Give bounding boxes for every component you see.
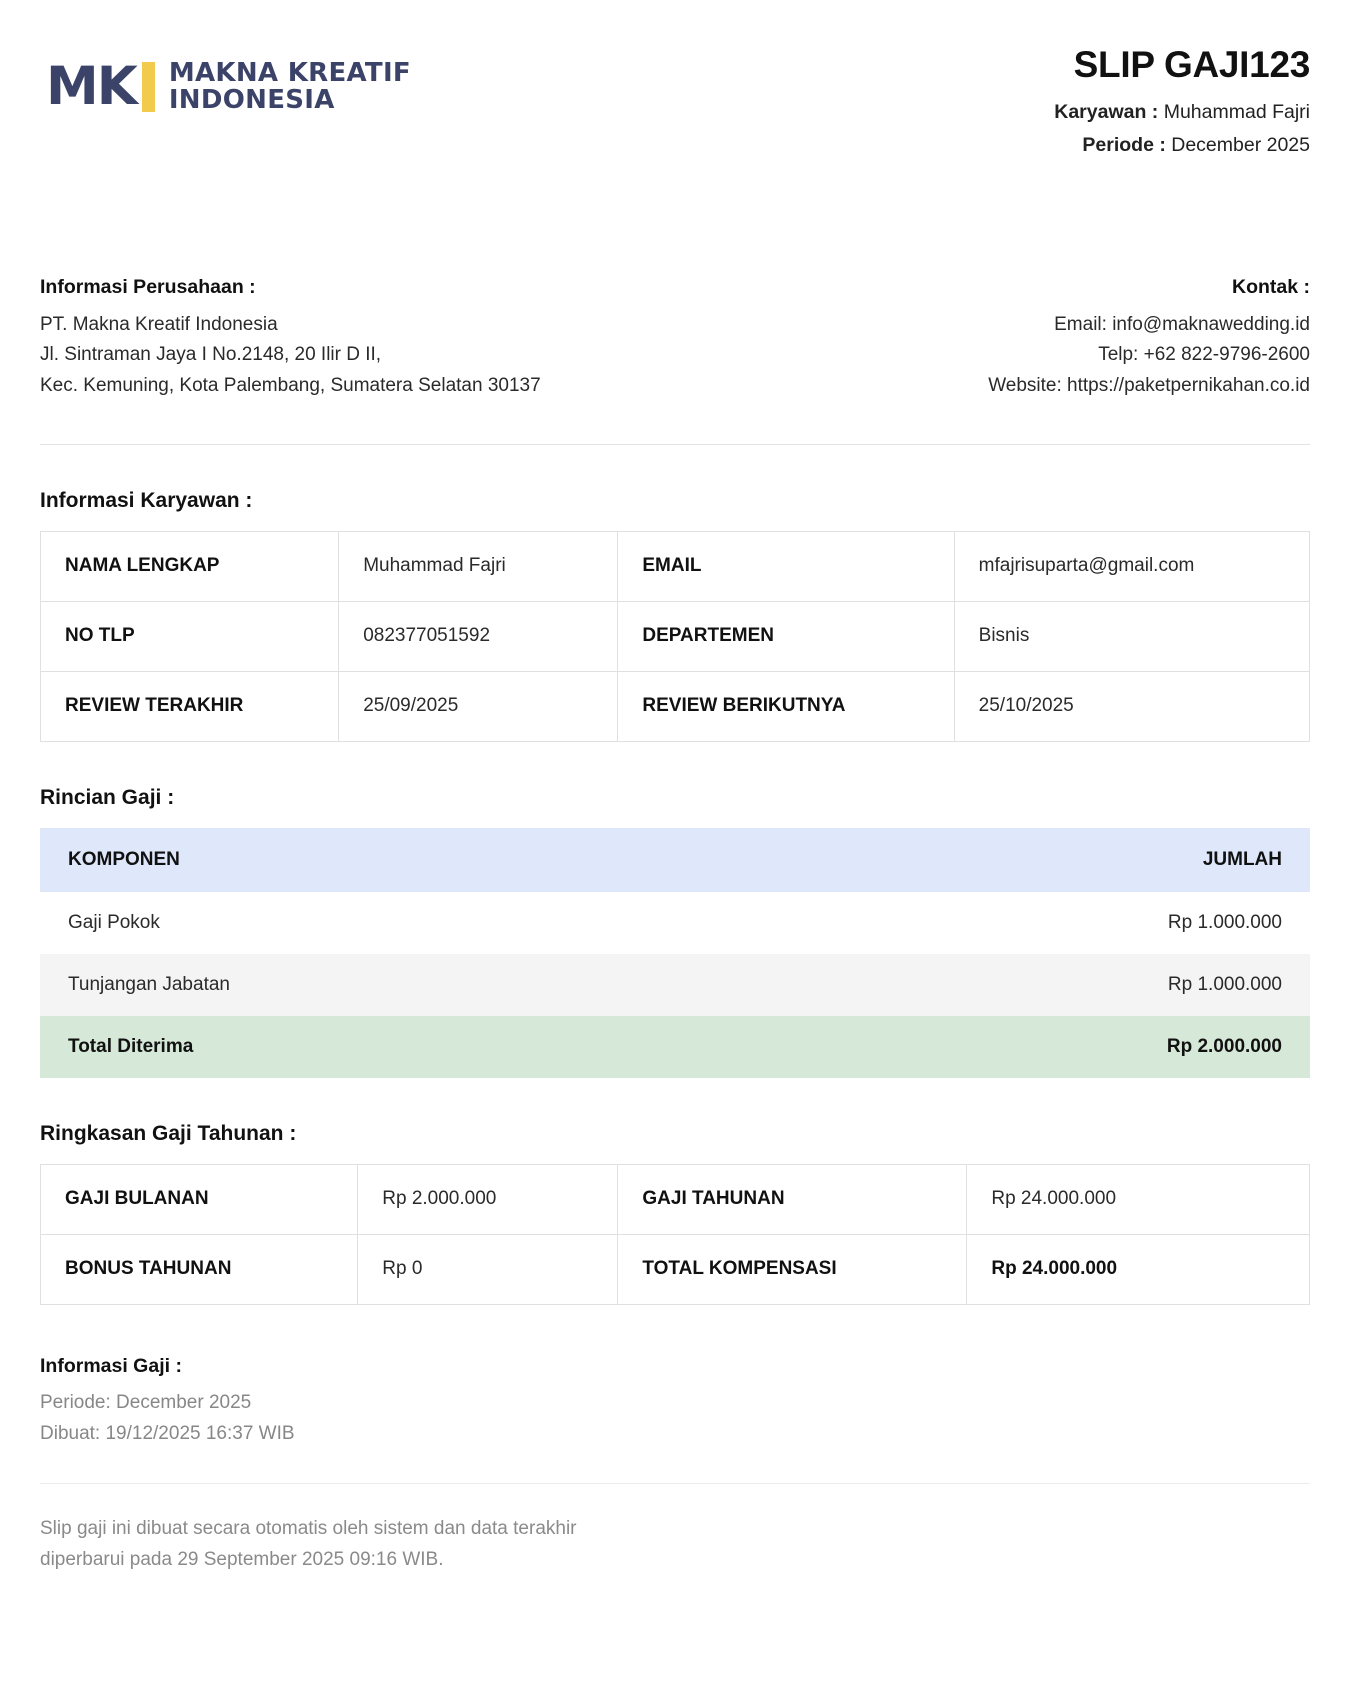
- employee-field-label: NO TLP: [41, 601, 339, 671]
- employee-field-label: REVIEW TERAKHIR: [41, 671, 339, 741]
- employee-field-label: REVIEW BERIKUTNYA: [618, 671, 954, 741]
- footer-note: [40, 1514, 800, 1576]
- annual-field-label: GAJI BULANAN: [41, 1164, 358, 1234]
- footer-divider: [40, 1483, 1310, 1484]
- salary-total-label: Total Diterima: [40, 1016, 751, 1078]
- employee-meta-value: Muhammad Fajri: [1163, 101, 1310, 123]
- salary-info-period: Periode: December 2025: [40, 1391, 252, 1413]
- annual-field-label: TOTAL KOMPENSASI: [618, 1234, 967, 1304]
- annual-field-value: Rp 2.000.000: [358, 1164, 618, 1234]
- employee-field-value: 25/10/2025: [954, 671, 1309, 741]
- table-row: [41, 601, 1310, 671]
- period-meta-value: December 2025: [1171, 134, 1310, 157]
- company-info: [40, 276, 541, 402]
- salary-total-row: [40, 1016, 1310, 1078]
- logo-mark-text: MK: [46, 56, 136, 118]
- employee-field-value: Bisnis: [954, 601, 1309, 671]
- company-info-line: Jl. Sintraman Jaya I No.2148, 20 Ilir D II,: [40, 344, 382, 366]
- column-header-component: KOMPONEN: [40, 828, 751, 892]
- contact-info: [988, 276, 1310, 402]
- period-meta: [1054, 132, 1310, 158]
- company-info-line: Kec. Kemuning, Kota Palembang, Sumatera Selatan 30137: [40, 375, 541, 397]
- table-row: [41, 1164, 1310, 1234]
- annual-field-value: Rp 24.000.000: [967, 1164, 1310, 1234]
- company-info-title: Informasi Perusahaan :: [40, 275, 256, 298]
- employee-field-label: EMAIL: [618, 531, 954, 601]
- table-row: [41, 671, 1310, 741]
- employee-info-table: [40, 531, 1310, 742]
- contact-email: Email: info@maknawedding.id: [1054, 313, 1310, 335]
- employee-meta-label: Karyawan :: [1054, 101, 1159, 123]
- contact-info-title: Kontak :: [1232, 275, 1310, 298]
- table-header-row: [40, 828, 1310, 892]
- employee-meta: [1054, 99, 1310, 125]
- employee-field-label: DEPARTEMEN: [618, 601, 954, 671]
- annual-total-compensation-value: Rp 24.000.000: [967, 1234, 1310, 1304]
- contact-website: Website: https://paketpernikahan.co.id: [988, 375, 1310, 397]
- logo-wordmark-line2: INDONESIA: [168, 84, 335, 115]
- salary-section-title: Rincian Gaji :: [40, 785, 175, 809]
- document-header: [40, 42, 1310, 166]
- header-divider: [40, 444, 1310, 445]
- table-row: [41, 531, 1310, 601]
- salary-component-amount: Rp 1.000.000: [751, 954, 1310, 1016]
- header-meta: [1054, 42, 1310, 166]
- contact-phone: Telp: +62 822-9796-2600: [1098, 344, 1310, 366]
- salary-info-title: Informasi Gaji :: [40, 1354, 182, 1377]
- page-title: SLIP GAJI123: [1073, 44, 1310, 85]
- salary-component-amount: Rp 1.000.000: [1167, 911, 1282, 933]
- footer-note-line2: diperbarui pada 29 September 2025 09:16 WIB.: [40, 1549, 444, 1571]
- table-row: [40, 954, 1310, 1016]
- employee-field-value: mfajrisuparta@gmail.com: [954, 531, 1309, 601]
- annual-field-label: GAJI TAHUNAN: [618, 1164, 967, 1234]
- column-header-amount: JUMLAH: [751, 828, 1310, 892]
- employee-section-title: Informasi Karyawan :: [40, 488, 253, 512]
- footer-note-line1: Slip gaji ini dibuat secara otomatis oleh sistem dan data terakhir: [40, 1518, 577, 1540]
- salary-component-name: Tunjangan Jabatan: [40, 954, 751, 1016]
- logo-wordmark: [169, 60, 411, 113]
- employee-field-label: NAMA LENGKAP: [41, 531, 339, 601]
- employee-field-value: 25/09/2025: [339, 671, 618, 741]
- employee-field-value: 082377051592: [339, 601, 618, 671]
- salary-info-created: Dibuat: 19/12/2025 16:37 WIB: [40, 1422, 295, 1444]
- table-row: [40, 892, 1310, 954]
- logo-wordmark-line1: MAKNA KREATIF: [168, 58, 411, 88]
- logo-yellow-bar-icon: [142, 62, 155, 112]
- annual-summary-table: [40, 1164, 1310, 1305]
- salary-total-amount: Rp 2.000.000: [751, 1016, 1310, 1078]
- employee-field-value: Muhammad Fajri: [339, 531, 618, 601]
- company-info-line: PT. Makna Kreatif Indonesia: [40, 313, 278, 335]
- table-row: [41, 1234, 1310, 1304]
- company-logo: [40, 42, 411, 118]
- company-contact-row: [40, 276, 1310, 402]
- salary-component-name: Gaji Pokok: [68, 911, 160, 933]
- annual-field-label: BONUS TAHUNAN: [41, 1234, 358, 1304]
- salary-detail-table: [40, 828, 1310, 1078]
- annual-section-title: Ringkasan Gaji Tahunan :: [40, 1121, 297, 1145]
- period-meta-label: Periode :: [1082, 134, 1166, 157]
- annual-field-value: Rp 0: [358, 1234, 618, 1304]
